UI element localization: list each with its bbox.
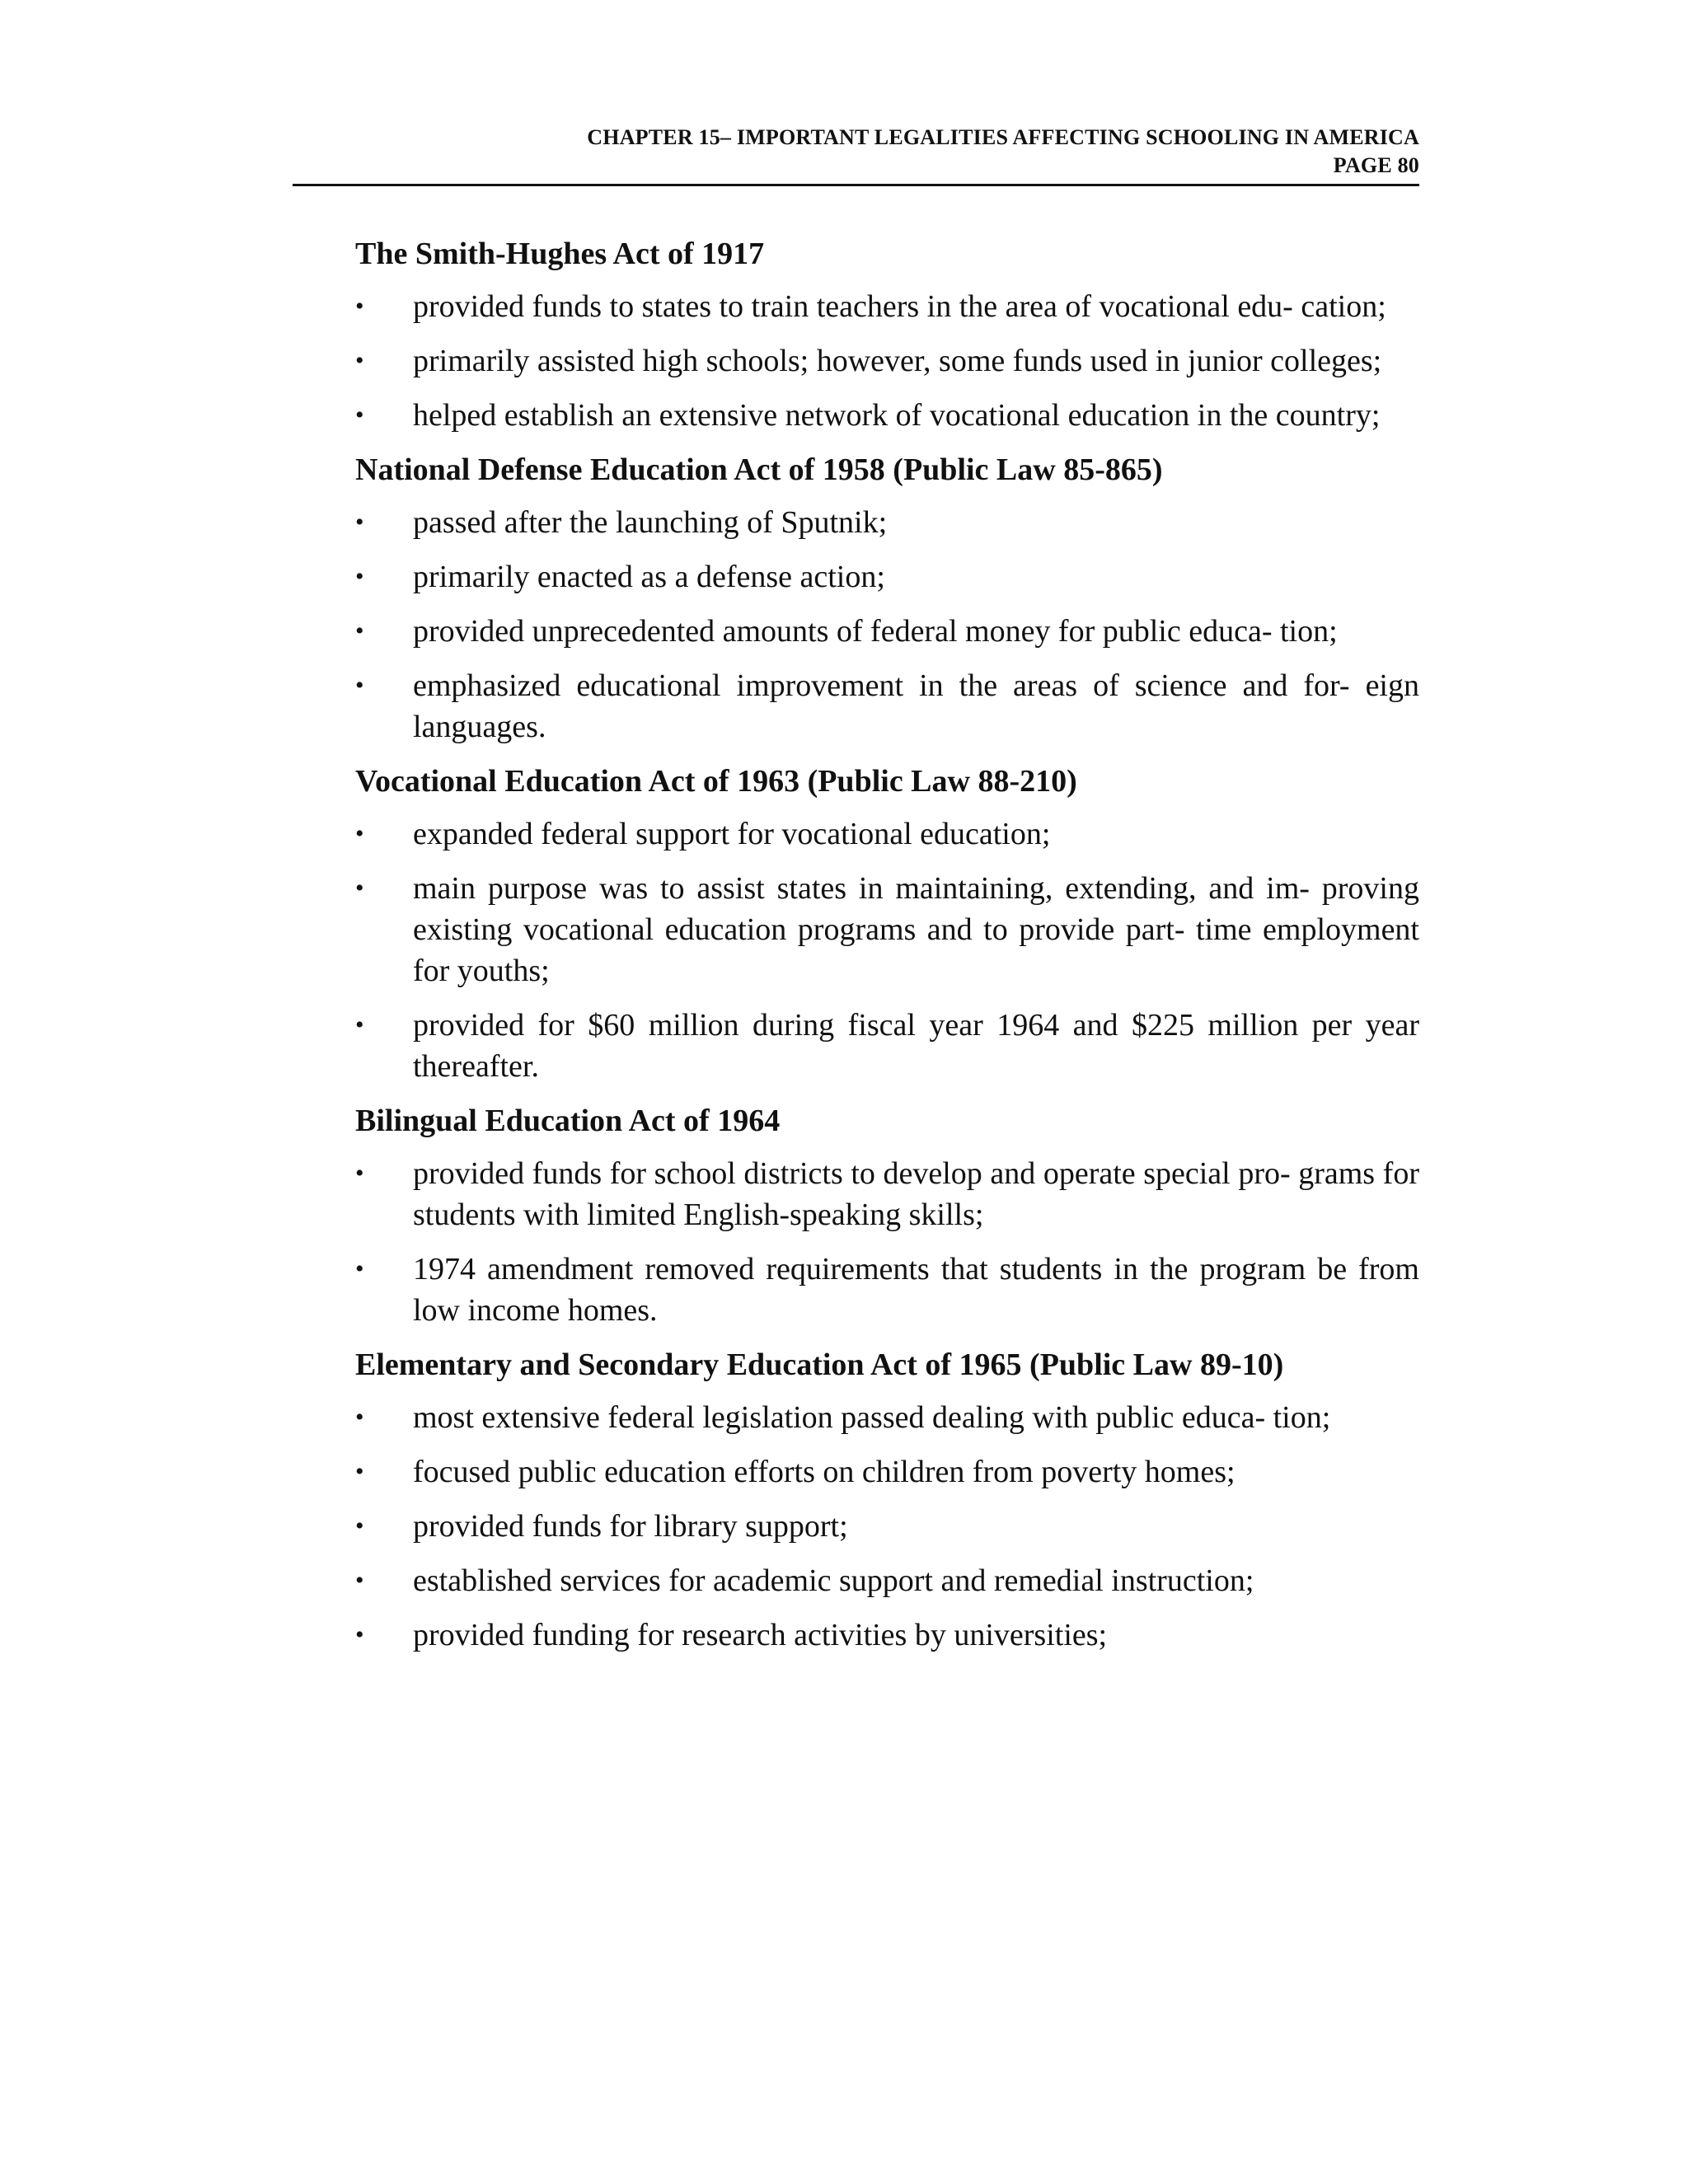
list-item: [355, 395, 1419, 436]
bullet-icon: •: [355, 509, 364, 536]
list-item: [355, 340, 1419, 382]
list-item-text: primarily assisted high schools; however, some funds used in junior colleges;: [413, 344, 1382, 378]
section-heading: Bilingual Education Act of 1964: [355, 1104, 781, 1138]
list-item-text: provided for $60 million during fiscal year 1964 and $225 million per year thereafter.: [413, 1008, 1419, 1084]
bullet-icon: •: [355, 672, 364, 699]
bullet-icon: •: [355, 1512, 364, 1540]
list-item-text: most extensive federal legislation passed dealing with public educa- tion;: [413, 1400, 1331, 1435]
list-item: [355, 611, 1419, 652]
list-item: [355, 1153, 1419, 1235]
list-item: [355, 502, 1419, 543]
bullet-icon: •: [355, 874, 364, 902]
bullet-icon: •: [355, 617, 364, 644]
list-item: [355, 1249, 1419, 1331]
bullet-icon: •: [355, 1404, 364, 1431]
bullet-list: [355, 502, 1419, 748]
bullet-icon: •: [355, 1160, 364, 1187]
bullet-icon: •: [355, 1255, 364, 1282]
list-item: [355, 1615, 1419, 1656]
section-heading: Elementary and Secondary Education Act of 1965 (Public Law 89-10): [355, 1347, 1284, 1382]
section-heading: The Smith-Hughes Act of 1917: [355, 237, 765, 271]
list-item: [355, 665, 1419, 748]
list-item-text: provided funding for research activities by universities;: [413, 1618, 1108, 1652]
bullet-icon: •: [355, 293, 364, 320]
list-item: [355, 868, 1419, 991]
section-bilingual-education-act: [355, 1100, 1419, 1331]
list-item: [355, 1451, 1419, 1493]
bullet-icon: •: [355, 1621, 364, 1648]
list-item-text: provided funds for library support;: [413, 1509, 848, 1544]
bullet-icon: •: [355, 1567, 364, 1594]
bullet-list: [355, 1153, 1419, 1331]
list-item-text: provided funds to states to train teachers in the area of vocational edu- cation;: [413, 289, 1386, 324]
section-elementary-secondary-education-act: [355, 1344, 1419, 1656]
page-number: PAGE 80: [1333, 153, 1419, 177]
list-item: [355, 556, 1419, 598]
list-item: [355, 286, 1419, 327]
page-header: [293, 124, 1419, 180]
list-item-text: passed after the launching of Sputnik;: [413, 505, 888, 540]
bullet-list: [355, 1397, 1419, 1656]
list-item: [355, 1005, 1419, 1087]
bullet-icon: •: [355, 347, 364, 374]
list-item-text: provided unprecedented amounts of federal money for public educa- tion;: [413, 614, 1338, 649]
list-item-text: provided funds for school districts to develop and operate special pro- grams for students with limited English-speaking skills;: [413, 1156, 1419, 1232]
section-heading: National Defense Education Act of 1958 (Public Law 85-865): [355, 452, 1163, 487]
list-item: [355, 1560, 1419, 1601]
section-vocational-education-act: [355, 761, 1419, 1087]
bullet-icon: •: [355, 820, 364, 847]
chapter-title: CHAPTER 15– IMPORTANT LEGALITIES AFFECTING SCHOOLING IN AMERICA: [587, 125, 1419, 149]
list-item: [355, 1397, 1419, 1438]
list-item-text: helped establish an extensive network of vocational education in the country;: [413, 398, 1381, 433]
bullet-list: [355, 286, 1419, 436]
bullet-icon: •: [355, 401, 364, 429]
list-item: [355, 813, 1419, 855]
list-item-text: expanded federal support for vocational education;: [413, 817, 1051, 851]
list-item: [355, 1506, 1419, 1547]
section-national-defense-education-act: [355, 449, 1419, 748]
list-item-text: 1974 amendment removed requirements that students in the program be from low income homes.: [413, 1252, 1419, 1328]
list-item-text: focused public education efforts on children from poverty homes;: [413, 1455, 1236, 1489]
list-item-text: primarily enacted as a defense action;: [413, 560, 885, 594]
list-item-text: established services for academic support and remedial instruction;: [413, 1563, 1254, 1598]
list-item-text: main purpose was to assist states in maintaining, extending, and im- proving existing vocational education programs and to provide part- time employment for youths;: [413, 871, 1419, 988]
bullet-icon: •: [355, 1011, 364, 1038]
list-item-text: emphasized educational improvement in the areas of science and for- eign languages.: [413, 668, 1419, 744]
section-smith-hughes-act: [355, 233, 1419, 436]
header-divider: [293, 184, 1419, 186]
bullet-icon: •: [355, 563, 364, 590]
bullet-list: [355, 813, 1419, 1087]
document-body: [355, 233, 1419, 1669]
section-heading: Vocational Education Act of 1963 (Public Law 88-210): [355, 764, 1077, 799]
bullet-icon: •: [355, 1458, 364, 1485]
